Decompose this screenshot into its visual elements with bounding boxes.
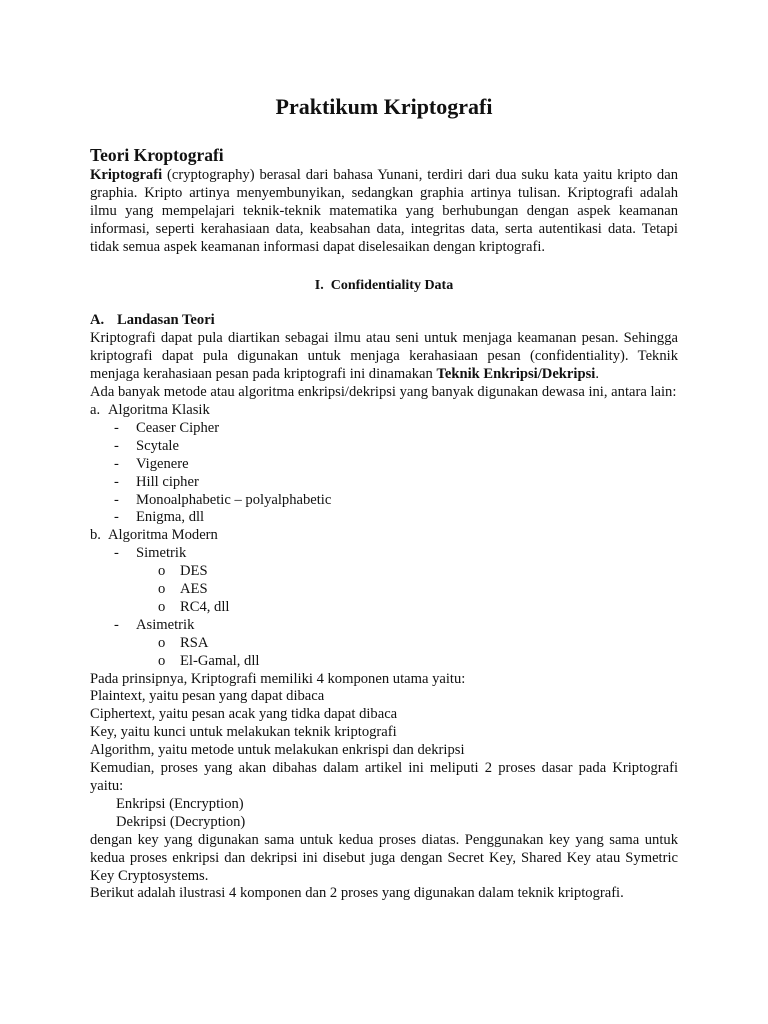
processes-intro: Kemudian, proses yang akan dibahas dalam artikel ini meliputi 2 proses dasar pada Kriptografi yaitu: <box>90 760 678 794</box>
list-item: - Monoalphabetic – polyalphabetic <box>114 491 332 508</box>
modern-list <box>90 545 678 563</box>
modern-list-2 <box>90 617 678 635</box>
section-heading: Teori Kroptografi <box>90 145 224 165</box>
section-1-number: I. <box>314 277 324 293</box>
list-item-klasik <box>90 402 678 420</box>
intro-text: (cryptography) berasal dari bahasa Yunani, terdiri dari dua suku kata yaitu kripto dan graphia. Kripto artinya menyembunyikan, sedangkan graphia artinya tulisan. Kriptografi adalah ilmu yang mempelajari teknik-teknik matematika yang berhubungan dengan aspek keamanan informasi, seperti kerahasiaan data, keabsahan data, integritas data, serta autentikasi data. Tetapi tidak semua aspek keamanan informasi dapat diselesaikan dengan kriptografi. <box>90 167 678 255</box>
paragraph-1 <box>90 330 678 384</box>
subsection-a-title: Landasan Teori <box>117 312 215 329</box>
simetrik-list <box>90 563 678 617</box>
list-label-klasik: Algoritma Klasik <box>108 401 210 418</box>
klasik-list <box>90 420 678 527</box>
section-1-heading <box>90 277 678 295</box>
section-1-title: Confidentiality Data <box>330 277 454 293</box>
process-decryption: Dekripsi (Decryption) <box>116 813 246 830</box>
list-item: - Enigma, dll <box>114 509 205 526</box>
list-item: o RSA <box>158 634 209 651</box>
document-title: Praktikum Kriptografi <box>275 94 493 119</box>
component-algorithm: Algorithm, yaitu metode untuk melakukan enkrispi dan dekripsi <box>90 742 465 759</box>
paragraph-1-end: . <box>595 366 599 383</box>
list-item: o RC4, dll <box>158 598 230 615</box>
subsection-a-letter: A. <box>90 312 105 329</box>
list-item: - Hill cipher <box>114 473 199 490</box>
list-label-modern: Algoritma Modern <box>108 527 218 544</box>
paragraph-2: Ada banyak metode atau algoritma enkripsi/dekripsi yang banyak digunakan dewasa ini, antara lain: <box>90 384 677 401</box>
list-item: - Scytale <box>114 437 179 454</box>
list-item-modern <box>90 527 678 545</box>
subsection-a-heading <box>90 312 678 330</box>
intro-bold-term: Kriptografi <box>90 167 163 183</box>
paragraph-1-text: Kriptografi dapat pula diartikan sebagai ilmu atau seni untuk menjaga keamanan pesan. Sehingga kriptografi dapat pula digunakan untuk menjaga kerahasiaan pesan (confidentiality). Teknik menjaga kerahasiaan pesan pada kriptografi ini dinamakan <box>90 330 678 383</box>
components-intro: Pada prinsipnya, Kriptografi memiliki 4 komponen utama yaitu: <box>90 670 466 687</box>
list-item: o AES <box>158 581 208 598</box>
list-item: - Ceaser Cipher <box>114 419 220 436</box>
list-item: o El-Gamal, dll <box>158 652 260 669</box>
list-marker-a: a. <box>90 401 101 418</box>
list-item: - Vigenere <box>114 455 189 472</box>
closing-paragraph: Berikut adalah ilustrasi 4 komponen dan 2 proses yang digunakan dalam teknik kriptografi. <box>90 885 624 902</box>
process-encryption: Enkripsi (Encryption) <box>116 795 244 812</box>
key-paragraph: dengan key yang digunakan sama untuk kedua proses diatas. Penggunakan key yang sama untuk kedua proses enkripsi dan dekripsi ini disebut juga dengan Secret Key, Shared Key atau Symetric Key Cryptosystems. <box>90 831 678 884</box>
list-item: o DES <box>158 563 208 580</box>
list-item-simetrik: - Simetrik <box>114 545 187 562</box>
component-key: Key, yaitu kunci untuk melakukan teknik kriptografi <box>90 724 397 741</box>
asimetrik-list <box>90 635 678 671</box>
list-item-asimetrik: - Asimetrik <box>114 616 195 633</box>
document-page <box>90 92 678 903</box>
paragraph-1-bold: Teknik Enkripsi/Dekripsi <box>436 366 596 383</box>
intro-paragraph <box>90 167 678 257</box>
component-ciphertext: Ciphertext, yaitu pesan acak yang tidka dapat dibaca <box>90 706 398 723</box>
list-marker-b: b. <box>90 527 101 544</box>
component-plaintext: Plaintext, yaitu pesan yang dapat dibaca <box>90 688 325 705</box>
